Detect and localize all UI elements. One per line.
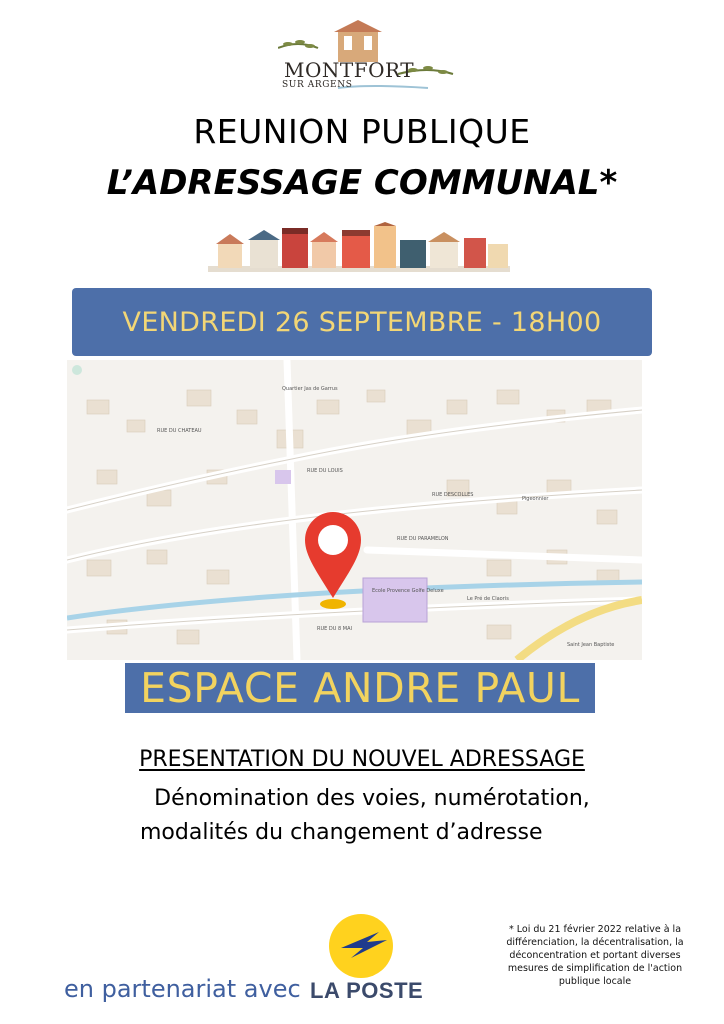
montfort-logo (278, 18, 458, 98)
venue-name: ESPACE ANDRE PAUL (140, 663, 580, 712)
map-label: Pigeonnier (522, 496, 549, 502)
date-banner (72, 288, 652, 356)
houses-illustration (208, 222, 510, 272)
map-label: Ecole Provence Golfe Deluxe (372, 588, 444, 594)
presentation-line: Dénomination des voies, numérotation, (154, 786, 590, 811)
venue-banner (125, 663, 595, 713)
map-label: RUE DU PARAMELON (397, 536, 449, 542)
logo-subtitle: SUR ARGENS (282, 80, 353, 90)
presentation-line: modalités du changement d’adresse (140, 820, 543, 845)
logo-brand: MONTFORT (284, 58, 415, 82)
map-label: RUE DU 8 MAI (317, 626, 352, 632)
legal-footnote: * Loi du 21 février 2022 relative à la différenciation, la décentralisation, la déconcentration et portant diverses mesures de simplification de l'action publique locale (506, 924, 684, 987)
map-label: Saint Jean Baptiste (567, 642, 615, 648)
presentation-title: PRESENTATION DU NOUVEL ADRESSAGE (139, 747, 585, 772)
page-subtitle: L’ADRESSAGE COMMUNAL* (106, 163, 618, 203)
date-text: VENDREDI 26 SEPTEMBRE - 18H00 (122, 306, 602, 338)
map-label: RUE DU CHATEAU (157, 428, 202, 434)
map-label: Le Pré de Claoris (467, 596, 509, 602)
map-label: Quartier Jas de Garrus (282, 386, 338, 392)
la-poste-logo-text: LA POSTE (310, 978, 424, 1003)
map-label: RUE DESCOLLES (432, 492, 474, 498)
partner-text: en partenariat avec (64, 975, 301, 1003)
map-label: RUE DU LOUIS (307, 468, 343, 474)
location-map (67, 360, 642, 660)
page-title: REUNION PUBLIQUE (193, 112, 531, 151)
